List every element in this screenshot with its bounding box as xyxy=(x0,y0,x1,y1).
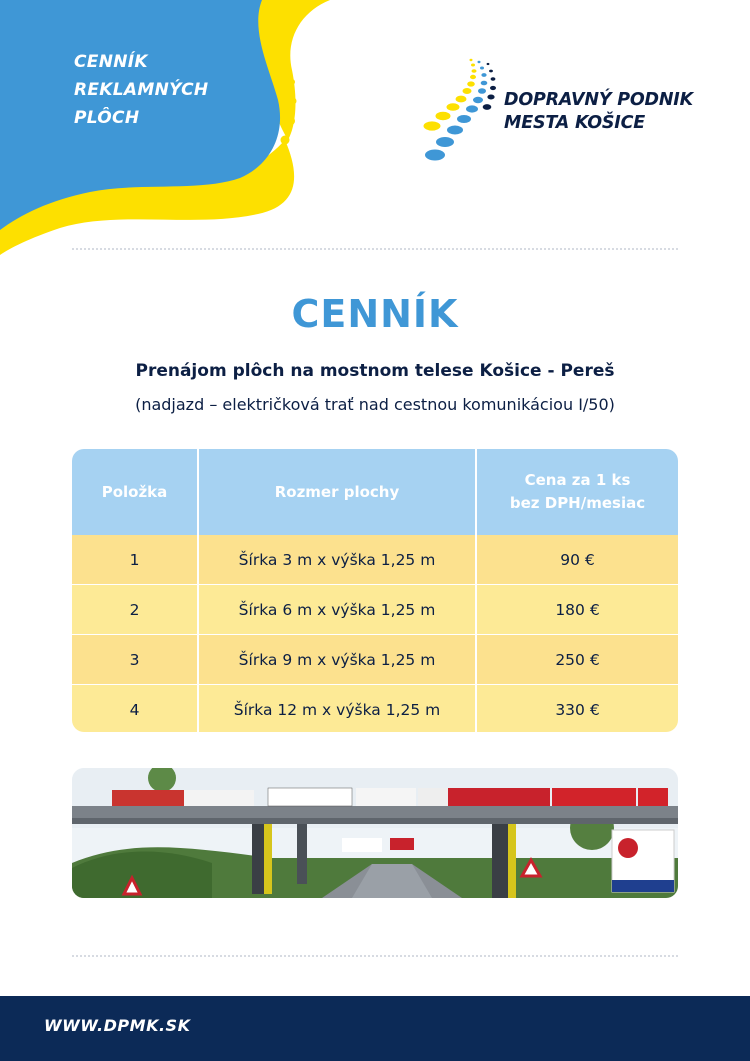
item-number: 2 xyxy=(72,585,199,634)
header-title-line: PLÔCH xyxy=(74,108,140,128)
header-title-line: REKLAMNÝCH xyxy=(74,80,209,100)
item-price: 330 € xyxy=(555,700,600,719)
page-subtitle: Prenájom plôch na mostnom telese Košice - Pereš xyxy=(135,361,615,381)
item-number: 1 xyxy=(72,535,199,584)
table-row xyxy=(72,684,678,732)
item-size: Šírka 12 m x výška 1,25 m xyxy=(199,685,477,732)
item-size: Šírka 9 m x výška 1,25 m xyxy=(199,635,477,684)
item-size: Šírka 6 m x výška 1,25 m xyxy=(199,585,477,634)
logo-line: DOPRAVNÝ PODNIK xyxy=(504,90,693,110)
column-header-price-line: bez DPH/mesiac xyxy=(509,494,646,512)
dotted-divider xyxy=(72,248,678,250)
table-row xyxy=(72,584,678,634)
price-table xyxy=(72,449,678,732)
item-size: Šírka 3 m x výška 1,25 m xyxy=(199,535,477,584)
website-link[interactable]: WWW.DPMK.SK xyxy=(44,1016,191,1035)
footer-bar xyxy=(0,996,750,1061)
item-price: 90 € xyxy=(560,550,595,569)
bridge-photo xyxy=(72,768,678,898)
column-header-item: Položka xyxy=(72,449,199,535)
page-subnote: (nadjazd – električková trať nad cestnou komunikáciou I/50) xyxy=(135,395,615,414)
item-number: 4 xyxy=(72,685,199,732)
bridge-illustration xyxy=(72,768,678,898)
item-price: 180 € xyxy=(555,600,600,619)
table-header-row xyxy=(72,449,678,535)
dpmk-logo-icon xyxy=(416,56,506,166)
table-row xyxy=(72,535,678,584)
header-title xyxy=(74,48,208,132)
dotted-divider xyxy=(72,955,678,957)
column-header-price xyxy=(477,449,678,535)
table-row xyxy=(72,634,678,684)
item-price: 250 € xyxy=(555,650,600,669)
header-title-line: CENNÍK xyxy=(74,52,148,72)
logo-wordmark xyxy=(504,89,693,135)
logo-line: MESTA KOŠICE xyxy=(504,113,646,133)
column-header-price-line: Cena za 1 ks xyxy=(524,471,631,489)
page-title: CENNÍK xyxy=(291,292,459,336)
column-header-size: Rozmer plochy xyxy=(199,449,477,535)
item-number: 3 xyxy=(72,635,199,684)
